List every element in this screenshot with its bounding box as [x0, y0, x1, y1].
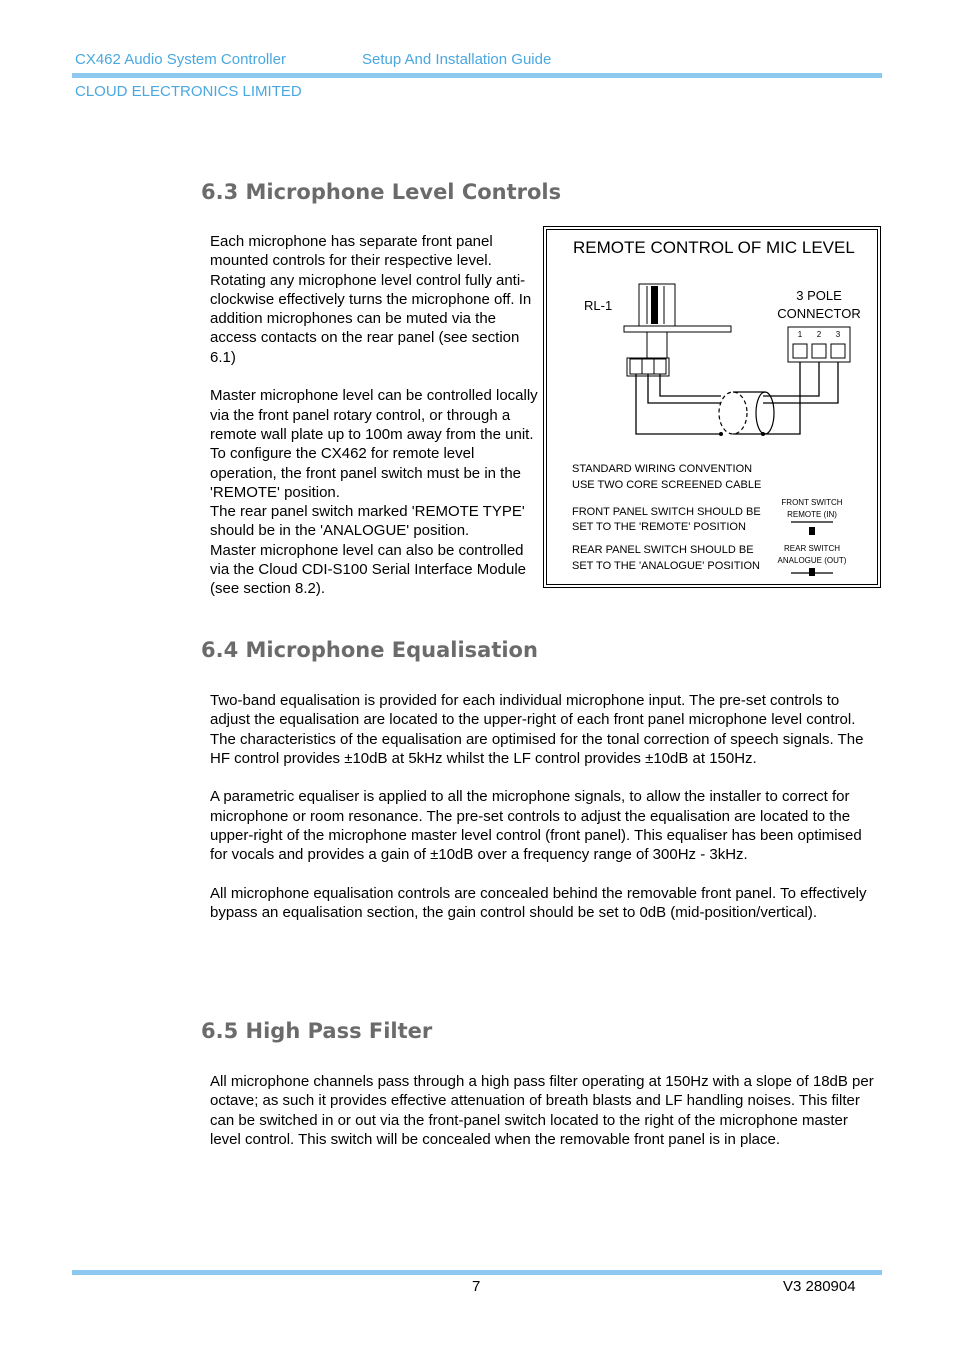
header-company: CLOUD ELECTRONICS LIMITED [75, 83, 302, 100]
section-6-3-body [210, 232, 542, 599]
section-6-4-body [210, 691, 882, 923]
paragraph: All microphone equalisation controls are concealed behind the removable front panel. To effectively bypass an equalisation section, the gain control should be set to 0dB (mid-position/vertical). [210, 884, 867, 922]
rear-switch-label-line2: ANALOGUE (OUT) [777, 556, 847, 565]
document-version: V3 280904 [783, 1278, 856, 1295]
rear-switch-out-icon [791, 568, 833, 576]
front-switch-label-line2: REMOTE (IN) [787, 510, 837, 519]
paragraph: Master microphone level can be controlled locally via the front panel rotary control, or through a remote wall plate up to 100m away from the unit. To configure the CX462 for remote level operation, the front panel switch must be in the 'REMOTE' position. [210, 387, 538, 501]
front-switch-label-line1: FRONT SWITCH [781, 498, 843, 507]
screened-cable-icon [719, 392, 774, 436]
header-guide-title: Setup And Installation Guide [362, 51, 552, 68]
diagram-outer-border [544, 227, 881, 588]
remote-control-diagram [543, 226, 881, 588]
rear-switch-note-line2: SET TO THE 'ANALOGUE' POSITION [572, 560, 760, 572]
front-switch-note-line1: FRONT PANEL SWITCH SHOULD BE [572, 506, 761, 518]
rear-switch-label-line1: REAR SWITCH [784, 544, 840, 553]
pin-label-3: 3 [835, 330, 841, 339]
rear-switch-note-line1: REAR PANEL SWITCH SHOULD BE [572, 544, 754, 556]
page-number: 7 [472, 1278, 481, 1295]
paragraph: The rear panel switch marked 'REMOTE TYPE' should be in the 'ANALOGUE' position. [210, 503, 525, 540]
diagram-title: REMOTE CONTROL OF MIC LEVEL [573, 238, 855, 257]
pin-label-1: 1 [797, 330, 803, 339]
rl-label: RL-1 [584, 298, 613, 313]
connector-label-line2: CONNECTOR [777, 306, 861, 321]
front-switch-in-icon [791, 522, 833, 535]
wiring-note-line1: STANDARD WIRING CONVENTION [572, 463, 753, 475]
paragraph: All microphone channels pass through a high pass filter operating at 150Hz with a slope of 18dB per octave; as such it provides effective attenuation of breath blasts and LF handling noises. This filter can be switched in or out via the front-panel switch located to the right of the microphone master level control. This switch will be concealed when the removable front panel is in place. [210, 1073, 874, 1148]
pin-label-2: 2 [816, 330, 822, 339]
paragraph: Master microphone level can also be controlled via the Cloud CDI-S100 Serial Interface Module (see section 8.2). [210, 541, 526, 598]
section-heading-6-3: 6.3 Microphone Level Controls [201, 180, 562, 204]
connector-label-line1: 3 POLE [796, 288, 842, 303]
header-product-title: CX462 Audio System Controller [75, 51, 286, 68]
front-switch-note-line2: SET TO THE 'REMOTE' POSITION [572, 521, 746, 533]
wiring-note-line2: USE TWO CORE SCREENED CABLE [572, 479, 762, 491]
footer-rule [72, 1270, 882, 1275]
header-rule [72, 73, 882, 78]
paragraph: A parametric equaliser is applied to all the microphone signals, to allow the installer to correct for microphone or room resonance. The pre-set controls to adjust the equalisation are located to the upper-right of the microphone master level control (front panel). This equaliser has been optimised for vocals and provides a gain of ±10dB over a frequency range of 300Hz - 3kHz. [210, 788, 862, 864]
paragraph: Each microphone has separate front panel mounted controls for their respective level. Rotating any microphone level control fully anti-clockwise effectively turns the microphone off. In addition microphones can be muted via the access contacts on the rear panel (see section 6.1) [210, 233, 532, 366]
paragraph: Two-band equalisation is provided for each individual microphone input. The pre-set controls to adjust the equalisation are located to the upper-right of each front panel microphone level control. The characteristics of the equalisation are optimised for the tonal correction of speech signals. The HF control provides ±10dB at 5kHz whilst the LF control provides ±10dB at 150Hz. [210, 692, 864, 767]
section-6-5-body [210, 1072, 882, 1149]
section-heading-6-5: 6.5 High Pass Filter [201, 1019, 433, 1043]
rotary-knob-icon [624, 284, 731, 376]
section-heading-6-4: 6.4 Microphone Equalisation [201, 638, 538, 662]
